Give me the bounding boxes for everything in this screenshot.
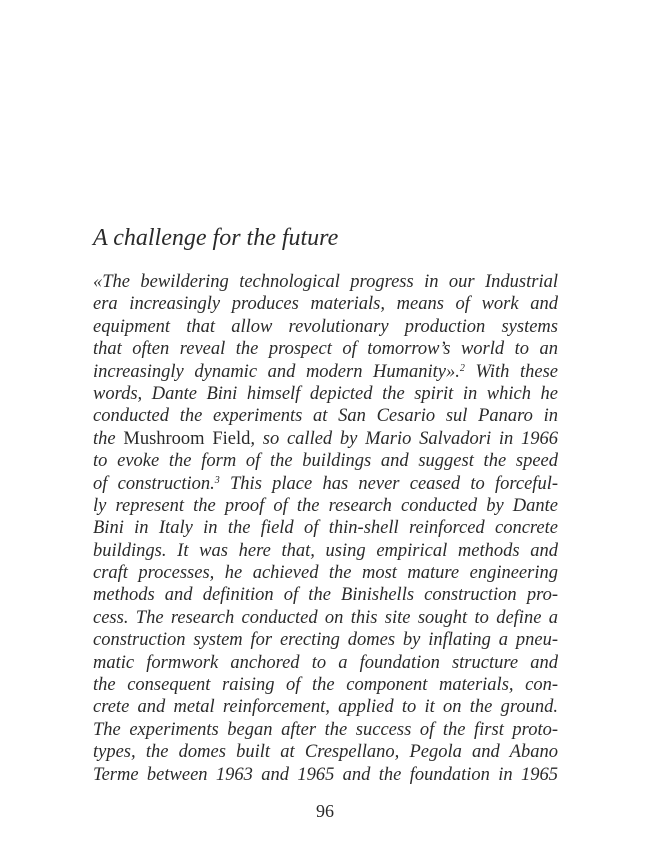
- text-fragment: increasingly dynamic and modern Humanity».: [93, 361, 460, 382]
- section-heading: A challenge for the future: [93, 225, 339, 251]
- text-line: era increasingly produces materials, means of work and: [93, 294, 558, 315]
- text-line: cess. The research conducted on this site sought to define a: [93, 607, 558, 628]
- text-fragment: This place has never ceased to forceful-: [219, 473, 558, 494]
- text-line: to evoke the form of the buildings and suggest the speed: [93, 451, 558, 472]
- text-line: [93, 428, 558, 450]
- text-line: matic formwork anchored to a foundation structure and: [93, 652, 558, 673]
- text-line: methods and definition of the Binishells construction pro-: [93, 585, 558, 606]
- text-line: craft processes, he achieved the most mature engineering: [93, 563, 558, 584]
- footnote-ref: 3: [214, 474, 220, 486]
- text-line: Bini in Italy in the field of thin-shell reinforced concrete: [93, 518, 558, 539]
- text-line: equipment that allow revolutionary production systems: [93, 316, 558, 337]
- text-line: the consequent raising of the component materials, con-: [93, 675, 558, 696]
- text-line: construction system for erecting domes by inflating a pneu-: [93, 630, 558, 651]
- text-line: words, Dante Bini himself depicted the spirit in which he: [93, 383, 558, 404]
- text-fragment: With these: [464, 361, 558, 382]
- text-line: buildings. It was here that, using empirical methods and: [93, 540, 558, 561]
- text-line: «The bewildering technological progress in our Industrial: [93, 272, 558, 292]
- body-paragraph: [93, 271, 558, 786]
- text-line: Terme between 1963 and 1965 and the foundation in 1965: [93, 764, 558, 785]
- text-fragment: of construction.: [93, 473, 215, 494]
- text-line: ly represent the proof of the research conducted by Dante: [93, 495, 558, 516]
- text-line: The experiments began after the success of the first proto-: [93, 719, 558, 740]
- page-number: 96: [316, 801, 334, 821]
- text-line: [93, 473, 558, 495]
- footnote-ref: 2: [459, 362, 465, 374]
- text-fragment: the: [93, 428, 124, 449]
- text-line: conducted the experiments at San Cesario sul Panaro in: [93, 406, 558, 427]
- project-name: Mushroom Field: [123, 428, 251, 449]
- text-line: crete and metal reinforcement, applied to it on the ground.: [93, 697, 558, 718]
- text-line: that often reveal the prospect of tomorrow’s world to an: [93, 339, 558, 360]
- text-line: types, the domes built at Crespellano, Pegola and Abano: [93, 742, 558, 763]
- text-line: [93, 361, 558, 383]
- text-fragment: , so called by Mario Salvadori in 1966: [250, 428, 559, 449]
